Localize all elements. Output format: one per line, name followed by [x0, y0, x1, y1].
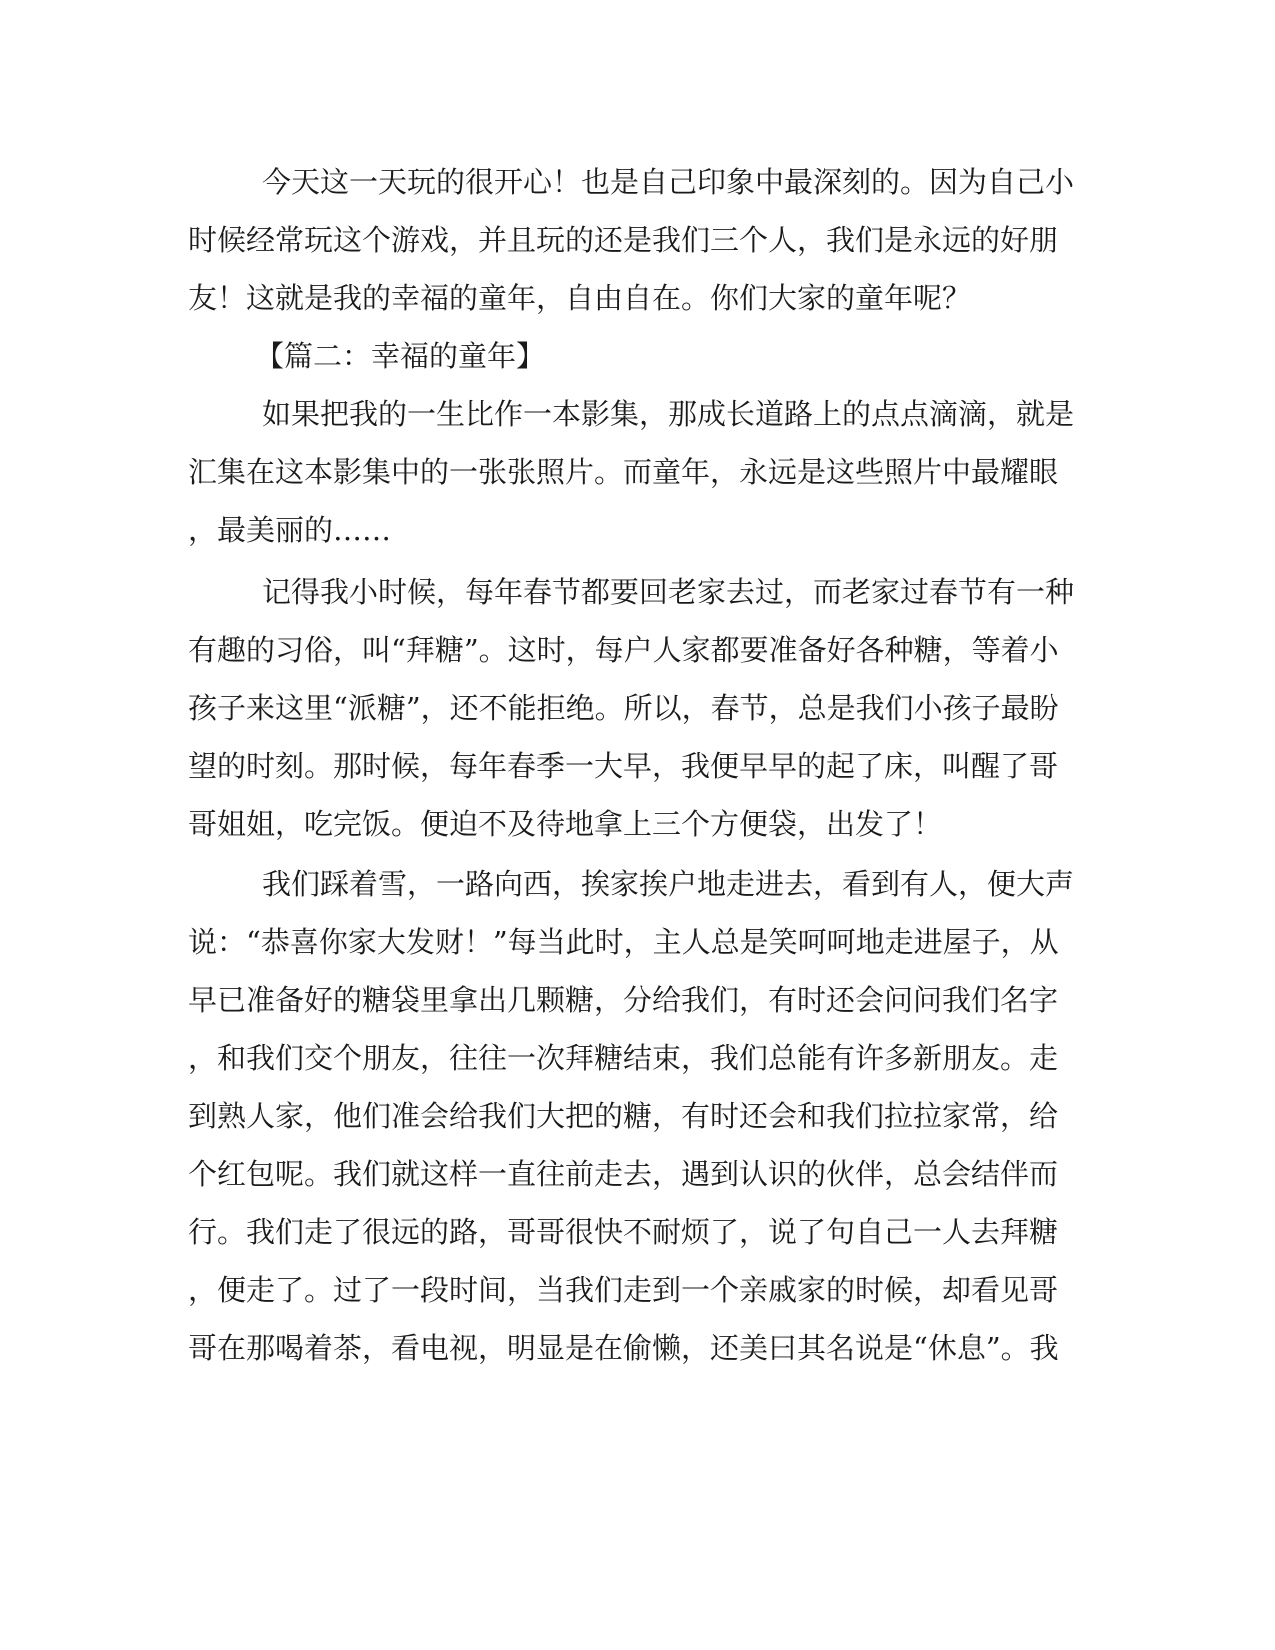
text-line: 我们踩着雪，一路向西，挨家挨户地走进去，看到有人，便大声	[262, 867, 1075, 901]
text-line: 望的时刻。那时候，每年春季一大早，我便早早的起了床，叫醒了哥	[188, 749, 1059, 783]
text-line: 有趣的习俗，叫“拜糖”。这时，每户人家都要准备好各种糖，等着小	[188, 633, 1059, 667]
text-line: 行。我们走了很远的路，哥哥很快不耐烦了，说了句自己一人去拜糖	[188, 1215, 1059, 1249]
text-line: 说：“恭喜你家大发财！”每当此时，主人总是笑呵呵地走进屋子，从	[188, 925, 1059, 959]
text-line: ，便走了。过了一段时间，当我们走到一个亲戚家的时候，却看见哥	[188, 1273, 1059, 1307]
text-line: 如果把我的一生比作一本影集，那成长道路上的点点滴滴，就是	[262, 397, 1075, 431]
text-line: 今天这一天玩的很开心！也是自己印象中最深刻的。因为自己小	[262, 165, 1075, 199]
text-line: 早已准备好的糖袋里拿出几颗糖，分给我们，有时还会问问我们名字	[188, 983, 1059, 1017]
text-line: 到熟人家，他们准会给我们大把的糖，有时还会和我们拉拉家常，给	[188, 1099, 1059, 1133]
text-line: 哥在那喝着茶，看电视，明显是在偷懒，还美曰其名说是“休息”。我	[188, 1331, 1059, 1365]
section-heading: 【篇二：幸福的童年】	[255, 339, 546, 373]
text-line: 记得我小时候，每年春节都要回老家去过，而老家过春节有一种	[262, 575, 1075, 609]
text-line: 时候经常玩这个游戏，并且玩的还是我们三个人，我们是永远的好朋	[188, 223, 1059, 257]
text-line: 个红包呢。我们就这样一直往前走去，遇到认识的伙伴，总会结伴而	[188, 1157, 1059, 1191]
text-line: ，和我们交个朋友，往往一次拜糖结束，我们总能有许多新朋友。走	[188, 1041, 1059, 1075]
text-line: 汇集在这本影集中的一张张照片。而童年，永远是这些照片中最耀眼	[188, 455, 1059, 489]
text-line: 孩子来这里“派糖”，还不能拒绝。所以，春节，总是我们小孩子最盼	[188, 691, 1059, 725]
text-line: 哥姐姐，吃完饭。便迫不及待地拿上三个方便袋，出发了！	[188, 807, 943, 841]
text-line: ，最美丽的……	[188, 513, 392, 547]
text-line: 友！这就是我的幸福的童年，自由自在。你们大家的童年呢？	[188, 281, 972, 315]
